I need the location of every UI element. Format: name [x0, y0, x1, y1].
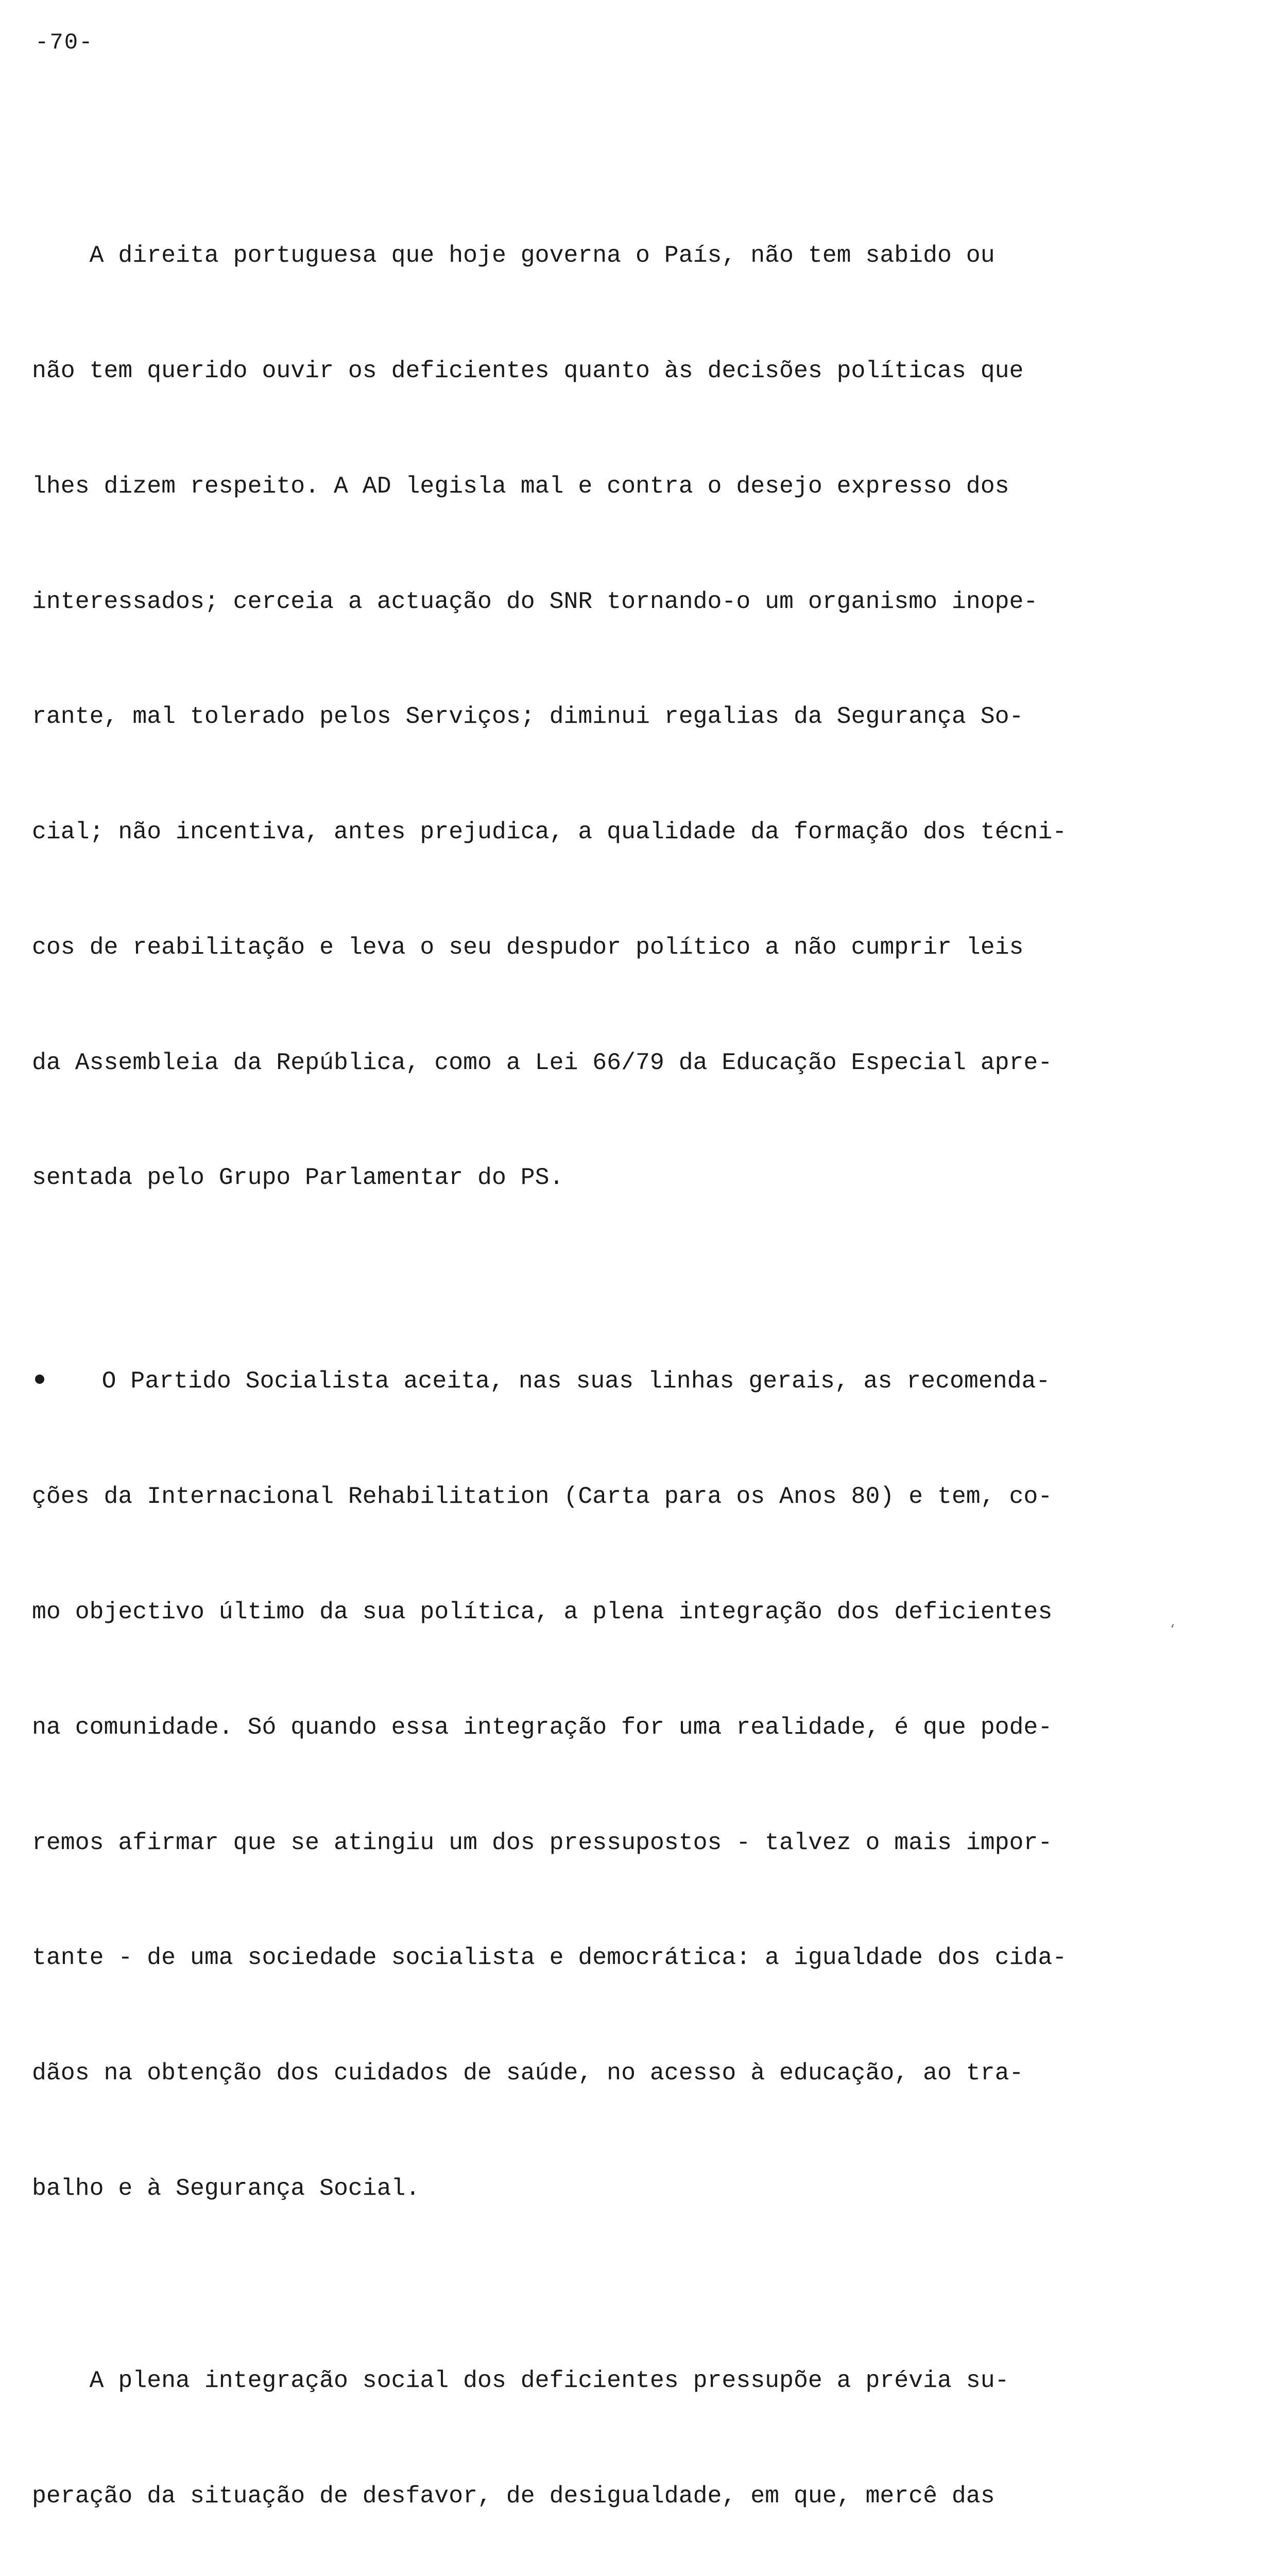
text-line: ções da Internacional Rehabilitation (Carta para os Anos 80) e tem, co- [32, 1483, 1053, 1511]
stray-mark: ‘ [1169, 1623, 1176, 1636]
text-line: interessados; cerceia a actuação do SNR tornando-o um organismo inope- [32, 587, 1038, 615]
text-line: não tem querido ouvir os deficientes quanto às decisões políticas que [32, 357, 1024, 384]
text-line: remos afirmar que se atingiu um dos pressupostos - talvez o mais impor- [32, 1828, 1053, 1856]
text-line: A direita portuguesa que hoje governa o País, não tem sabido ou [32, 242, 995, 269]
document-body [32, 160, 1155, 2576]
text-line: cial; não incentiva, antes prejudica, a qualidade da formação dos técni- [32, 818, 1067, 846]
text-line [32, 1362, 1155, 1401]
bullet-icon [35, 1375, 44, 1384]
text-line: lhes dizem respeito. A AD legisla mal e contra o desejo expresso dos [32, 472, 1009, 500]
text-line: mo objectivo último da sua política, a plena integração dos deficientes [32, 1598, 1053, 1625]
text-line: na comunidade. Só quando essa integração for uma realidade, é que pode- [32, 1713, 1053, 1741]
paragraph-ad-criticism [32, 160, 1155, 1274]
text-line: cos de reabilitação e leva o seu despudor político a não cumprir leis [32, 933, 1024, 961]
page-number: -70- [35, 30, 94, 56]
text-line: dãos na obtenção dos cuidados de saúde, no acesso à educação, ao tra- [32, 2059, 1024, 2087]
paragraph-ps-integration [32, 1285, 1155, 2284]
text-line: peração da situação de desfavor, de desigualdade, em que, mercê das [32, 2482, 995, 2510]
text-line: A plena integração social dos deficientes pressupõe a prévia su- [32, 2366, 1009, 2394]
text-line: sentada pelo Grupo Parlamentar do PS. [32, 1164, 564, 1192]
text-line: balho e à Segurança Social. [32, 2174, 420, 2202]
text-line: tante - de uma sociedade socialista e democrática: a igualdade dos cida- [32, 1944, 1067, 1972]
paragraph-social-integration [32, 2285, 1155, 2576]
text-line: da Assembleia da República, como a Lei 66/79 da Educação Especial apre- [32, 1048, 1053, 1076]
text-line: rante, mal tolerado pelos Serviços; diminui regalias da Segurança So- [32, 703, 1024, 731]
bullet-text: O Partido Socialista aceita, nas suas linhas gerais, as recomenda- [44, 1367, 1051, 1395]
